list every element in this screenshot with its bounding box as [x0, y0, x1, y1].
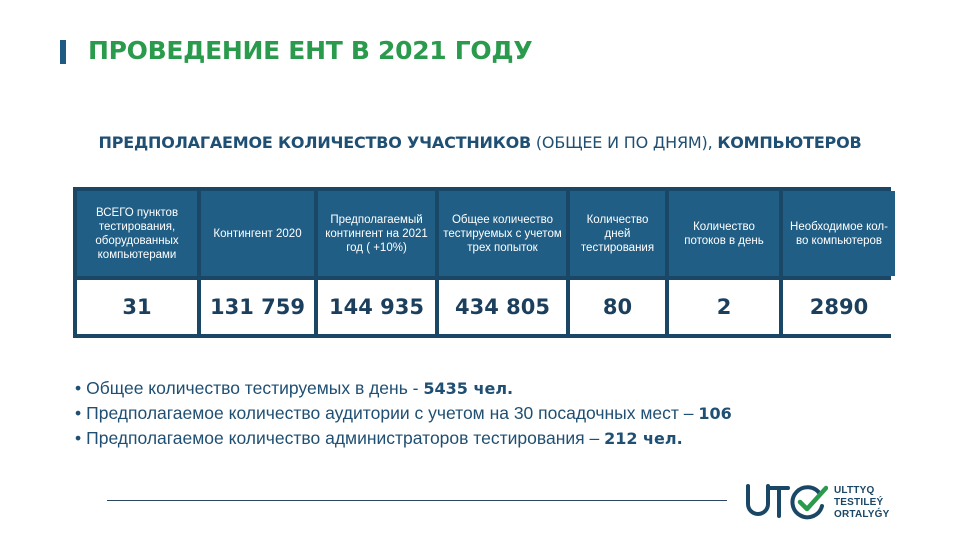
bullet-list — [75, 376, 732, 451]
logo-wordmark — [834, 485, 890, 521]
value-cell-contingent-2021: 144 935 — [318, 280, 435, 334]
header-cell-contingent-2021: Предполагаемый контингент на 2021 год ( +10%) — [318, 191, 435, 276]
logo-line-1: ULTTYQ — [834, 485, 875, 496]
bullet-item — [75, 426, 732, 451]
logo-line-2: TESTILEÝ — [834, 497, 884, 508]
bullet-text: Предполагаемое количество администраторов тестирования – — [86, 428, 605, 448]
value-cell-days: 80 — [570, 280, 665, 334]
subtitle-normal-part: (ОБЩЕЕ И ПО ДНЯМ), — [531, 133, 718, 152]
bullet-item — [75, 376, 732, 401]
bullet-value: 5435 чел. — [423, 379, 514, 398]
slide-subtitle — [0, 133, 960, 152]
value-cell-computers: 2890 — [783, 280, 895, 334]
logo-letter-t-icon — [770, 488, 788, 516]
bullet-text: Общее количество тестируемых в день - — [86, 378, 424, 398]
header-cell-computers: Необходимое кол-во компьютеров — [783, 191, 895, 276]
utc-logo-icon — [744, 480, 828, 524]
value-cell-total-tested: 434 805 — [439, 280, 566, 334]
header-cell-contingent-2020: Контингент 2020 — [201, 191, 314, 276]
title-accent-bar — [60, 40, 66, 64]
bullet-dot: • — [75, 428, 82, 448]
logo-letter-c-icon — [792, 487, 822, 517]
bullet-item — [75, 401, 732, 426]
bullet-value: 106 — [698, 404, 732, 423]
value-cell-contingent-2020: 131 759 — [201, 280, 314, 334]
subtitle-bold-end: КОМПЬЮТЕРОВ — [717, 133, 862, 152]
value-cell-points: 31 — [77, 280, 197, 334]
logo-line-3: ORTALYǴY — [834, 509, 890, 520]
header-cell-streams: Количество потоков в день — [669, 191, 779, 276]
header-cell-total-tested: Общее количество тестируемых с учетом трех попыток — [439, 191, 566, 276]
slide-title: ПРОВЕДЕНИЕ ЕНТ В 2021 ГОДУ — [88, 36, 533, 65]
footer-divider — [107, 500, 727, 501]
bullet-dot: • — [75, 378, 82, 398]
bullet-text: Предполагаемое количество аудитории с учетом на 30 посадочных мест – — [86, 403, 699, 423]
logo-letter-u-icon — [748, 486, 768, 514]
table-grid — [77, 191, 887, 334]
header-cell-points: ВСЕГО пунктов тестирования, оборудованных компьютерами — [77, 191, 197, 276]
header-cell-days: Количество дней тестирования — [570, 191, 665, 276]
bullet-value: 212 чел. — [604, 429, 683, 448]
subtitle-bold-part: ПРЕДПОЛАГАЕМОЕ КОЛИЧЕСТВО УЧАСТНИКОВ — [98, 133, 531, 152]
bullet-dot: • — [75, 403, 82, 423]
data-table — [73, 187, 891, 338]
value-cell-streams: 2 — [669, 280, 779, 334]
